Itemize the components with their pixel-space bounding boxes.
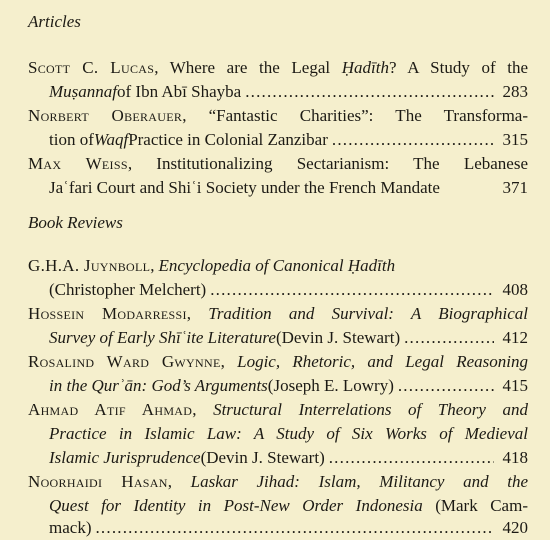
review-4-page: 418 [502,448,528,467]
review-5-line-3: mack) ..... 420 [49,516,528,540]
review-3-line-1: Rosalind Ward Gwynne, Logic, Rhetoric, and Legal Reasoning [28,352,528,371]
article-1-page: 283 [502,82,528,101]
review-5-line-1: Noorhaidi Hasan, Laskar Jihad: Islam, Militancy and the [28,472,528,491]
leader-dots [404,326,494,350]
review-4-author: Ahmad Atif Ahmad [28,400,193,419]
review-4-line-2: Practice in Islamic Law: A Study of Six Works of Medieval [49,424,528,443]
article-1-line-2: Muṣannaf of Ibn Abī Shayba ..... 283 [49,80,528,104]
review-1-line-2: (Christopher Melchert) ..... 408 [49,278,528,302]
review-1-page: 408 [502,280,528,299]
article-3-page: 371 [502,178,528,197]
leader-dots [329,446,494,470]
review-2-line-2: Survey of Early Shīʿite Literature (Devin J. Stewart) ..... 412 [49,326,528,350]
article-2-line-1: Norbert Oberauer, “Fantastic Charities”: The Transforma- [28,106,528,125]
review-5-page: 420 [502,518,528,537]
articles-heading: Articles [28,12,81,31]
review-5-line-2: Quest for Identity in Post-New Order Indonesia (Mark Cam- [49,496,528,515]
review-5-author: Noorhaidi Hasan [28,472,168,491]
leader-dots [210,278,494,302]
article-1-line-1: Scott C. Lucas, Where are the Legal Ḥadīth? A Study of the [28,58,528,77]
review-1-line-1: G.H.A. Juynboll , Encyclopedia of Canonical Ḥadīth [28,254,528,278]
review-1-author: G.H.A. Juynboll [28,256,151,275]
review-3-author: Rosalind Ward Gwynne [28,352,221,371]
leader-dots [245,80,494,104]
leader-dots [95,516,494,540]
review-4-line-3: Islamic Jurisprudence (Devin J. Stewart) ..... 418 [49,446,528,470]
article-1-author: Scott C. Lucas [28,58,155,77]
article-2-author: Norbert Oberauer [28,106,183,125]
article-3-line-1: Max Weiss, Institutionalizing Sectarianism: The Lebanese [28,154,528,173]
review-2-line-1: Hossein Modarressi, Tradition and Survival: A Biographical [28,304,529,323]
article-2-line-2: tion of Waqf Practice in Colonial Zanzibar ..... 315 [49,128,528,152]
review-2-author: Hossein Modarressi [28,304,187,323]
review-3-line-2: in the Qurʾān: God’s Arguments (Joseph E. Lowry) ..... 415 [49,374,528,398]
leader-dots [332,128,494,152]
review-2-page: 412 [502,328,528,347]
leader-dots [398,374,494,398]
article-2-page: 315 [502,130,528,149]
review-3-page: 415 [502,376,528,395]
review-4-line-1: Ahmad Atif Ahmad, Structural Interrelations of Theory and [28,400,529,419]
reviews-heading: Book Reviews [28,213,123,232]
article-3-author: Max Weiss [28,154,128,173]
article-3-line-2: Jaʿfari Court and Shiʿi Society under the French Mandate 371 [49,176,528,200]
